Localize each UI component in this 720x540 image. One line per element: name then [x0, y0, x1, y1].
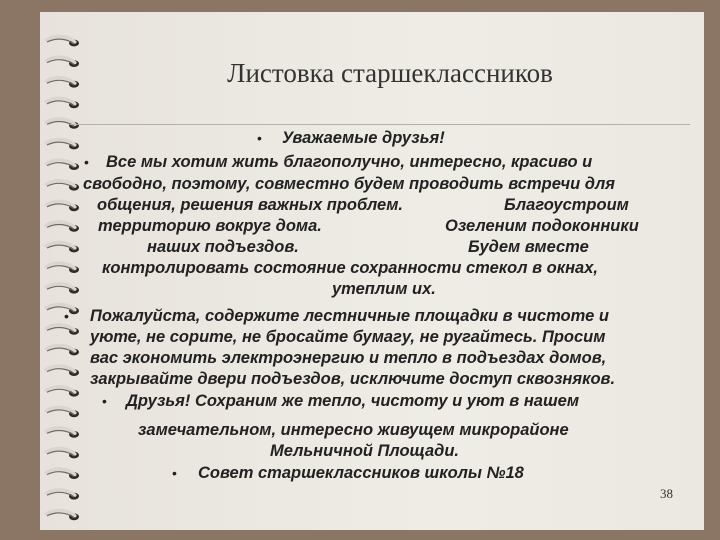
title-divider [70, 124, 690, 125]
bullet: • [64, 308, 69, 324]
page-number: 38 [660, 486, 673, 501]
text-line: Друзья! Сохраним же тепло, чистоту и уют в нашем [126, 392, 580, 410]
text-line: Пожалуйста, содержите лестничные площадки в чистоте и [90, 307, 609, 325]
text-line: Благоустроим [504, 196, 629, 214]
binding-ring [46, 469, 79, 479]
binding-ring [46, 366, 79, 376]
binding-ring [46, 284, 79, 294]
binding-ring [46, 222, 79, 232]
binding-ring [46, 448, 79, 458]
text-line: свободно, поэтому, совместно будем проводить встречи для [83, 175, 615, 193]
text-line: Мельничной Площади. [270, 442, 460, 460]
bullet: • [102, 393, 107, 409]
bullet: • [84, 154, 89, 170]
slide-title: Листовка старшеклассников [227, 58, 553, 88]
binding-ring [46, 160, 79, 170]
binding-ring [46, 78, 79, 88]
text-line: замечательном, интересно живущем микрорайоне [138, 421, 569, 439]
text-line: уюте, не сорите, не бросайте бумагу, не ругайтесь. Просим [90, 328, 606, 346]
binding-ring [46, 325, 79, 335]
greeting-line: Уважаемые друзья! [282, 129, 445, 147]
binding-ring [46, 490, 79, 500]
binding-ring [46, 345, 79, 355]
text-line: закрывайте двери подъездов, исключите доступ сквозняков. [90, 370, 616, 388]
binding-ring [46, 57, 79, 67]
binding-ring [46, 139, 79, 149]
binding-ring [46, 304, 79, 314]
text-line: Озеленим подоконники [445, 217, 639, 235]
text-line: территорию вокруг дома. [98, 217, 322, 235]
binding-ring [46, 181, 79, 191]
text-line: вас экономить электроэнергию и тепло в подъездах домов, [90, 349, 607, 367]
binding-ring [46, 36, 79, 46]
bullet: • [172, 465, 177, 481]
binding-ring [46, 387, 79, 397]
binding-ring [46, 98, 79, 108]
binding-ring [46, 201, 79, 211]
text-line: общения, решения важных проблем. [97, 196, 404, 214]
text-line: контролировать состояние сохранности стекол в окнах, [102, 259, 598, 277]
binding-ring [46, 263, 79, 273]
signature-line: Совет старшеклассников школы №18 [198, 464, 524, 482]
text-line: Все мы хотим жить благополучно, интересно, красиво и [106, 153, 593, 171]
text-line: Будем вместе [468, 238, 589, 256]
binding-ring [46, 407, 79, 417]
text-line: утеплим их. [332, 280, 436, 298]
spiral-binding [44, 30, 116, 530]
bullet: • [257, 130, 262, 146]
text-line: наших подъездов. [147, 238, 299, 256]
binding-ring [46, 510, 79, 520]
binding-ring [46, 242, 79, 252]
binding-ring [46, 428, 79, 438]
